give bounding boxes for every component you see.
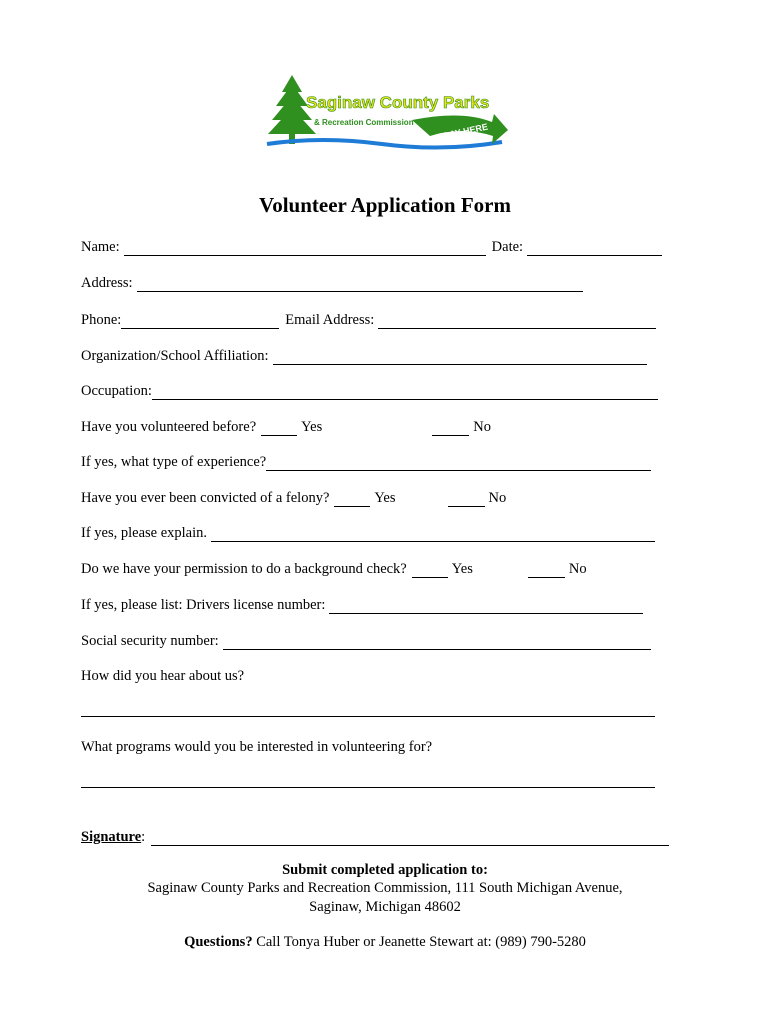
explain-label: If yes, please explain. [81, 525, 208, 541]
ssn-label: Social security number: [81, 633, 219, 649]
background-yes-label: Yes [451, 561, 473, 577]
volunteered-row [81, 416, 491, 436]
background-label: Do we have your permission to do a background check? [81, 561, 407, 577]
volunteered-no-label: No [473, 419, 491, 435]
felony-no-label: No [488, 490, 507, 506]
saginaw-parks-logo-icon [262, 70, 512, 162]
phone-row [81, 309, 656, 329]
address-row [81, 272, 583, 292]
name-row [81, 236, 662, 256]
experience-row [81, 451, 651, 471]
explain-field[interactable] [211, 527, 655, 542]
submit-address-line2: Saginaw, Michigan 48602 [309, 899, 461, 915]
license-row [81, 594, 643, 614]
logo-subtitle: & Recreation Commission [314, 118, 414, 127]
background-yes-blank[interactable] [412, 563, 448, 578]
date-field[interactable] [527, 241, 662, 256]
phone-field[interactable] [121, 314, 279, 329]
ssn-field[interactable] [223, 635, 651, 650]
volunteered-label: Have you volunteered before? [81, 419, 257, 435]
submit-address-line1: Saginaw County Parks and Recreation Commission, 111 South Michigan Avenue, [147, 880, 623, 896]
org-field[interactable] [273, 350, 647, 365]
background-no-label: No [568, 561, 587, 577]
occupation-label: Occupation: [81, 383, 152, 399]
signature-colon: : [141, 829, 146, 845]
background-no-blank[interactable] [528, 563, 565, 578]
questions-text: Call Tonya Huber or Jeanette Stewart at: (989) 790-5280 [252, 934, 586, 950]
submit-heading: Submit completed application to: [282, 862, 488, 878]
name-field[interactable] [124, 241, 486, 256]
felony-row [81, 487, 506, 507]
signature-field[interactable] [151, 831, 669, 846]
volunteered-no-blank[interactable] [432, 421, 469, 436]
signature-label: Signature [81, 829, 142, 845]
programs-row [81, 736, 432, 756]
logo-title: Saginaw County Parks [306, 93, 490, 112]
background-row [81, 558, 587, 578]
felony-label: Have you ever been convicted of a felony? [81, 490, 330, 506]
experience-label: If yes, what type of experience? [81, 454, 267, 470]
experience-field[interactable] [266, 456, 651, 471]
felony-yes-blank[interactable] [334, 492, 370, 507]
questions-line [0, 934, 770, 951]
date-label: Date: [491, 239, 524, 255]
explain-row [81, 522, 655, 542]
felony-no-blank[interactable] [448, 492, 485, 507]
hear-row [81, 665, 244, 685]
email-label: Email Address: [285, 312, 375, 328]
volunteered-yes-label: Yes [301, 419, 323, 435]
signature-row [81, 826, 669, 846]
felony-yes-label: Yes [374, 490, 396, 506]
ssn-row [81, 630, 651, 650]
programs-label: What programs would you be interested in volunteering for? [81, 739, 433, 755]
logo-tagline: PLAY HERE [437, 121, 489, 142]
form-title: Volunteer Application Form [258, 193, 511, 217]
occupation-row [81, 380, 658, 400]
license-field[interactable] [329, 599, 643, 614]
address-label: Address: [81, 275, 133, 291]
logo [262, 70, 512, 162]
hear-field[interactable] [81, 716, 655, 717]
address-field[interactable] [137, 277, 583, 292]
volunteered-yes-blank[interactable] [261, 421, 297, 436]
email-field[interactable] [378, 314, 656, 329]
programs-field[interactable] [81, 787, 655, 788]
occupation-field[interactable] [152, 385, 658, 400]
license-label: If yes, please list: Drivers license number: [81, 597, 326, 613]
questions-label: Questions? [184, 934, 253, 950]
hear-label: How did you hear about us? [81, 668, 245, 684]
phone-label: Phone: [81, 312, 122, 328]
org-row [81, 345, 647, 365]
name-label: Name: [81, 239, 120, 255]
org-label: Organization/School Affiliation: [81, 348, 269, 364]
